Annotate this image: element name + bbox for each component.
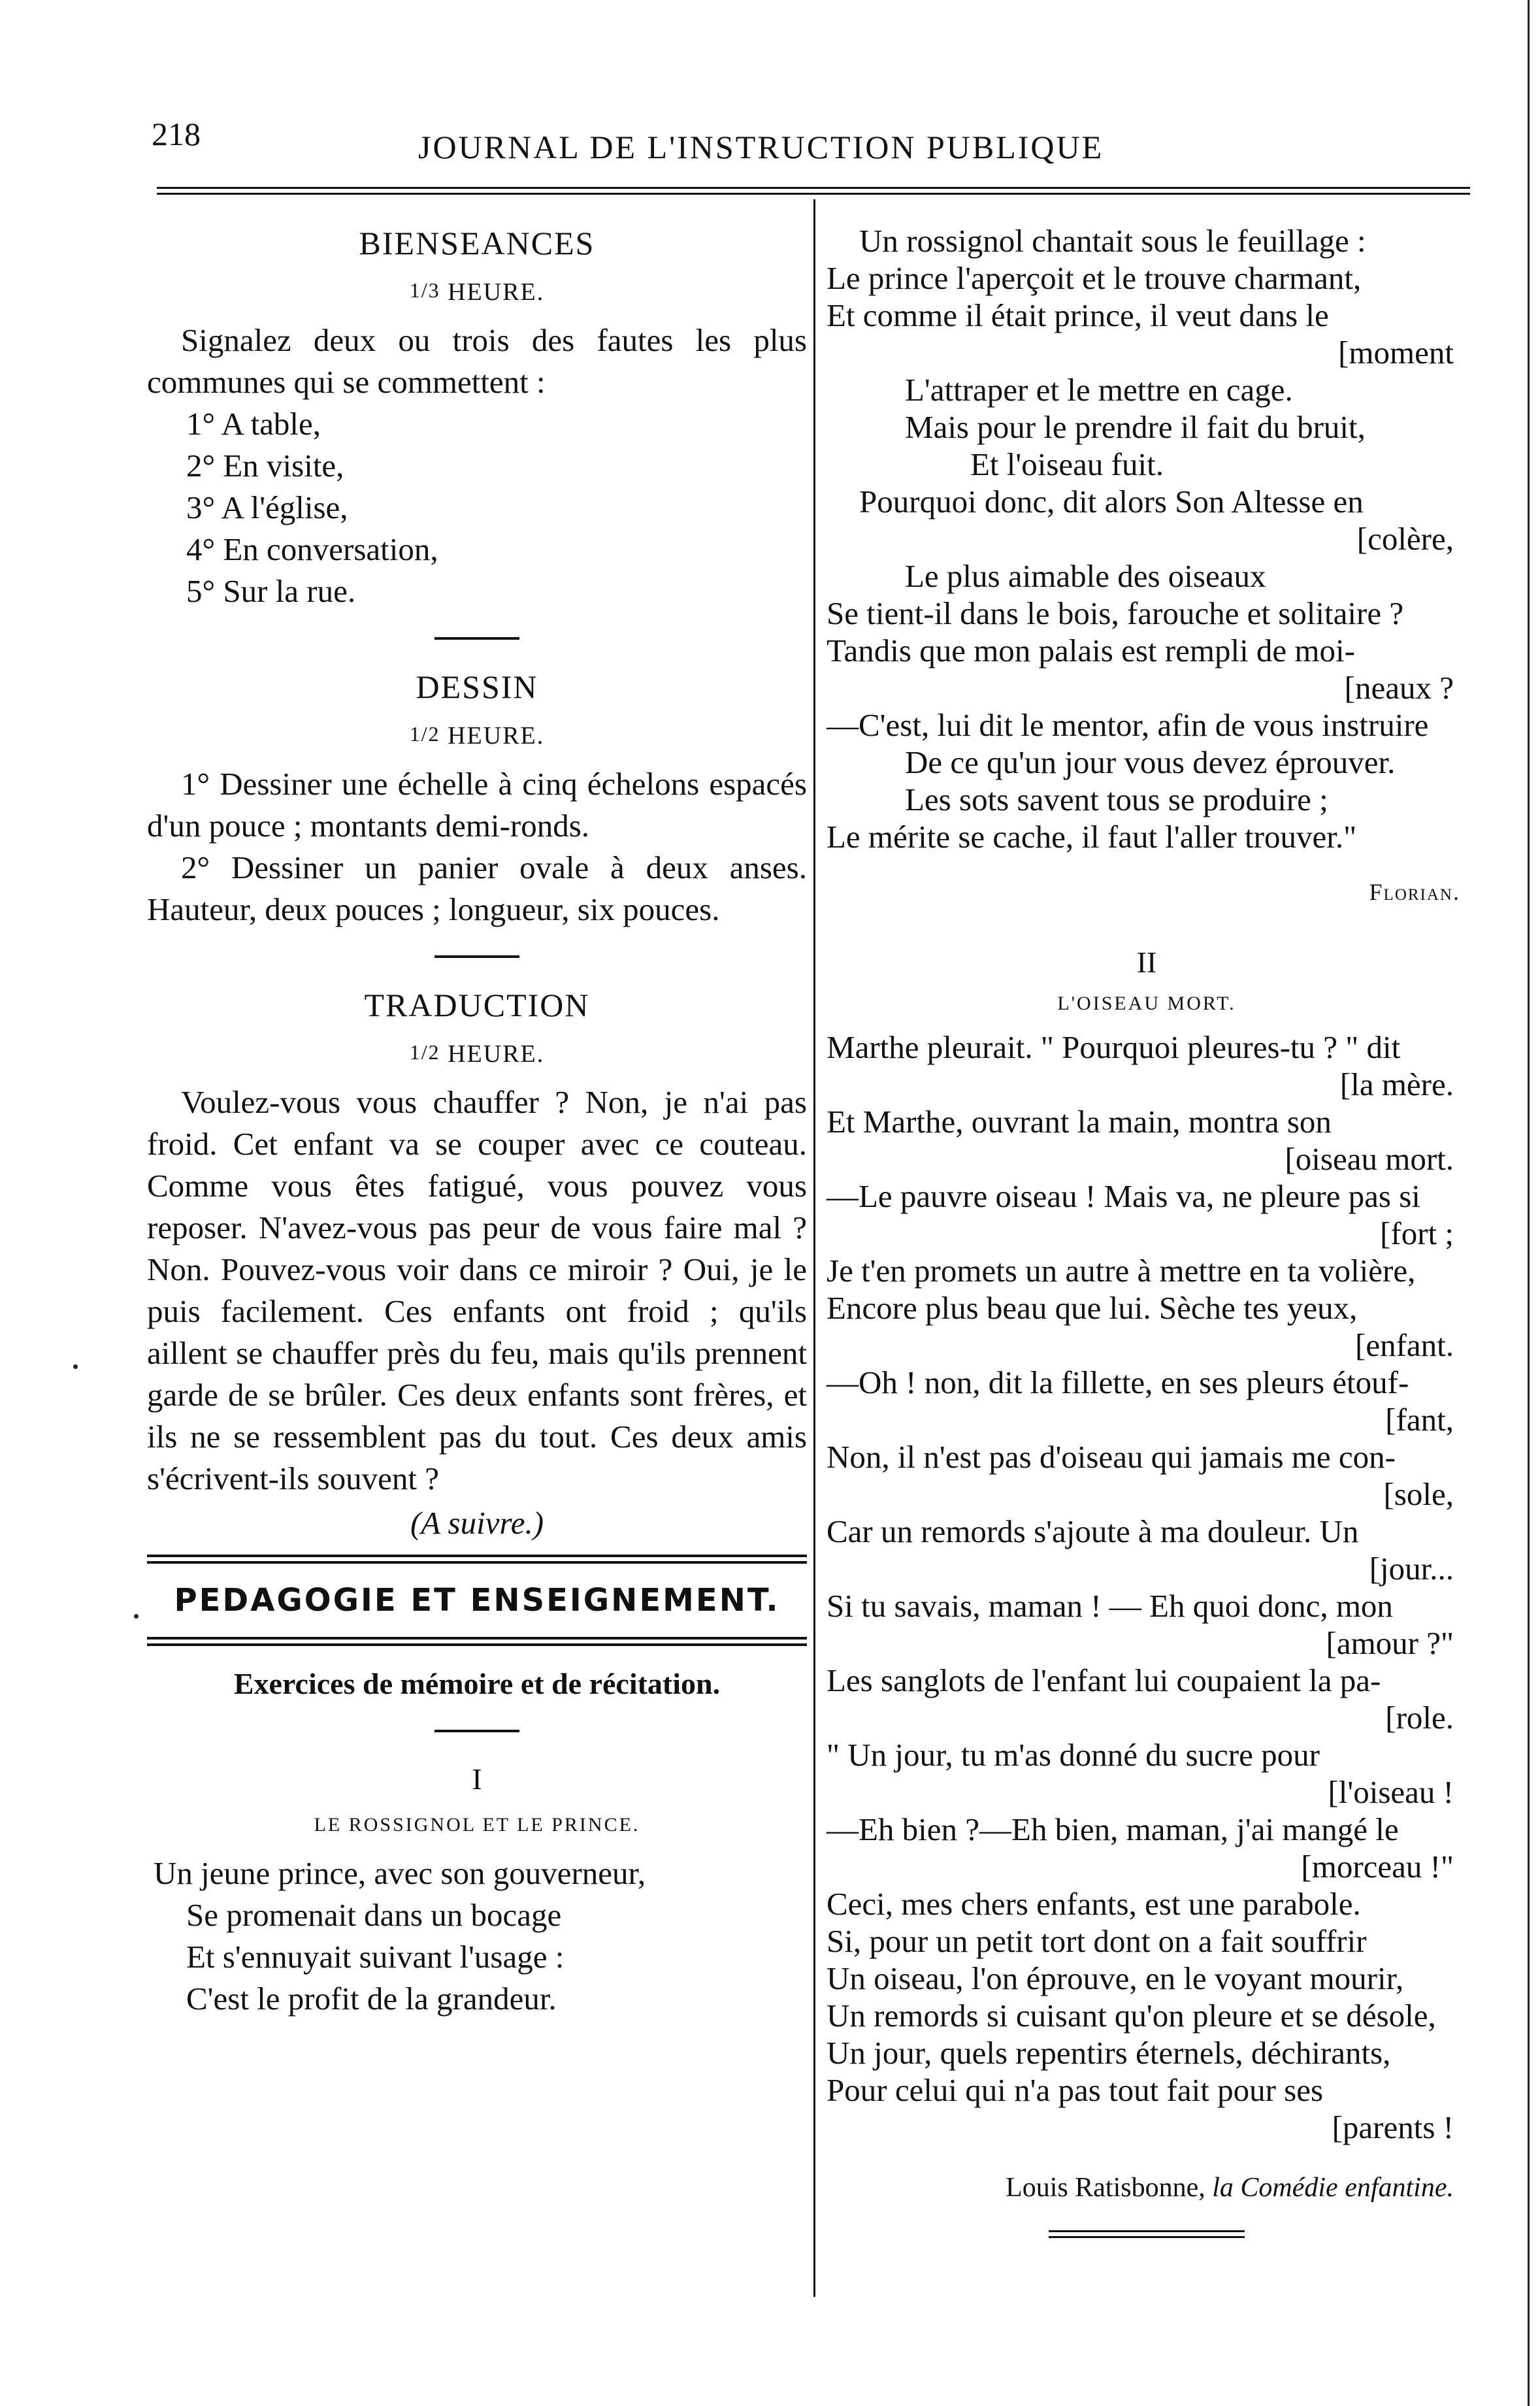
poem-line-continuation: [enfant.	[1355, 1327, 1454, 1363]
poem-line-continuation: [amour ?"	[1326, 1625, 1454, 1661]
poem-line-continuation: [fort ;	[1380, 1215, 1454, 1251]
poem-2-attribution	[820, 2169, 1454, 2207]
poem-line: Et Marthe, ouvrant la main, montra son	[827, 1104, 1332, 1140]
poem-line: —Oh ! non, dit la fillette, en ses pleurs étouf-	[827, 1364, 1409, 1400]
page-number: 218	[152, 116, 201, 152]
duration-fraction: 1/2	[409, 722, 440, 746]
poem-line: Un remords si cuisant qu'on pleure et se désole,	[827, 1998, 1436, 2034]
poem-line: Marthe pleurait. " Pourquoi pleures-tu ? " dit	[827, 1029, 1401, 1065]
section-title: TRADUCTION	[364, 987, 590, 1023]
poem-number: I	[472, 1762, 482, 1796]
section-traduction	[147, 984, 807, 1544]
poem-line: Les sanglots de l'enfant lui coupaient la pa-	[827, 1662, 1381, 1698]
poem-1-author: Florian.	[1369, 879, 1460, 905]
continuation-note: (A suivre.)	[410, 1505, 544, 1541]
poem-line-continuation: [fant,	[1385, 1402, 1454, 1438]
section-separator	[434, 637, 519, 640]
running-head: JOURNAL DE L'INSTRUCTION PUBLIQUE	[418, 129, 1104, 165]
poem-line-continuation: [jour...	[1369, 1551, 1454, 1587]
poem-line: Un jeune prince, avec son gouverneur,	[154, 1855, 646, 1891]
list-item: 4° En conversation,	[186, 531, 438, 567]
margin-dot	[134, 1614, 139, 1619]
poem-line: C'est le profit de la grandeur.	[186, 1981, 557, 2017]
right-column	[820, 222, 1473, 2238]
poem-line: Un jour, quels repentirs éternels, déchirants,	[827, 2035, 1391, 2071]
poem-line: Pour celui qui n'a pas tout fait pour ses	[827, 2072, 1324, 2108]
poem-line: Un rossignol chantait sous le feuillage :	[859, 223, 1366, 259]
duration-word: HEURE.	[448, 1040, 545, 1068]
poem-line: —Le pauvre oiseau ! Mais va, ne pleure pas si	[827, 1178, 1420, 1214]
duration-fraction: 1/2	[409, 1040, 440, 1064]
poem-line: Se promenait dans un bocage	[186, 1897, 562, 1933]
section-separator	[434, 1730, 519, 1732]
poem-line-continuation: [neaux ?	[1344, 670, 1454, 706]
poem-number: II	[1136, 946, 1157, 979]
margin-dot	[73, 1364, 78, 1369]
duration-word: HEURE.	[448, 278, 545, 306]
section-bienseances	[147, 222, 807, 612]
poem-title: LE ROSSIGNOL ET LE PRINCE.	[314, 1814, 640, 1836]
section-duration	[147, 713, 807, 757]
poem-line-continuation: [morceau !"	[1301, 1849, 1454, 1885]
poem-line: Le prince l'aperçoit et le trouve charmant,	[827, 260, 1362, 296]
poem-line: Car un remords s'ajoute à ma douleur. Un	[827, 1513, 1359, 1549]
poem-line-continuation: [l'oiseau !	[1328, 1774, 1454, 1810]
section-title: BIENSEANCES	[359, 225, 595, 261]
poem-1-continued	[820, 222, 1473, 855]
poem-line: Se tient-il dans le bois, farouche et solitaire ?	[827, 595, 1404, 631]
list-item: 1° A table,	[186, 406, 321, 442]
author-name: Louis Ratisbonne,	[1006, 2173, 1205, 2203]
column-divider	[813, 199, 815, 2297]
bienseances-list	[147, 403, 807, 612]
double-rule	[147, 1637, 807, 1646]
poem-line-continuation: [role.	[1385, 1700, 1454, 1736]
poem-line: Et s'ennuyait suivant l'usage :	[186, 1939, 565, 1975]
exercises-subheading: Exercices de mémoire et de récitation.	[233, 1667, 721, 1700]
poem-title: L'OISEAU MORT.	[1057, 993, 1236, 1014]
poem-line: Si, pour un petit tort dont on a fait souffrir	[827, 1923, 1367, 1959]
poem-2	[820, 1029, 1473, 2146]
poem-line: L'attraper et le mettre en cage.	[905, 372, 1293, 408]
section-duration	[147, 1031, 807, 1075]
poem-line: Ceci, mes chers enfants, est une parabole.	[827, 1886, 1361, 1922]
list-item: 3° A l'église,	[186, 489, 348, 525]
duration-word: HEURE.	[448, 722, 545, 750]
poem-line: Les sots savent tous se produire ;	[905, 782, 1328, 817]
dessin-exercise-2: 2° Dessiner un panier ovale à deux anses. Hauteur, deux pouces ; longueur, six pouces.	[147, 849, 807, 927]
source-work: la Comédie enfantine.	[1212, 2173, 1454, 2203]
bienseances-intro: Signalez deux ou trois des fautes les plus communes qui se commettent :	[147, 322, 807, 400]
page-edge-line	[1528, 0, 1530, 2406]
section-dessin	[147, 666, 807, 931]
header-rule	[157, 187, 1470, 195]
traduction-text: Voulez-vous vous chauffer ? Non, je n'ai pas froid. Cet enfant va se couper avec ce couteau. Comme vous êtes fatigué, vous pouvez vous reposer. N'avez-vous pas peur de vous faire mal ? Non. Pouvez-vous voir dans ce miroir ? Oui, je le puis facilement. Ces enfants ont froid ; qu'ils aillent se chauffer près du feu, mais qu'ils prennent garde de se brûler. Ces deux enfants sont frères, et ils ne se ressemblent pas du tout. Ces deux amis s'écrivent-ils souvent ?	[147, 1084, 807, 1496]
end-rule	[1049, 2230, 1245, 2238]
poem-line: Un oiseau, l'on éprouve, en le voyant mourir,	[827, 1960, 1404, 1996]
poem-line: —C'est, lui dit le mentor, afin de vous instruire	[827, 707, 1429, 743]
poem-line-continuation: [la mère.	[1339, 1066, 1454, 1102]
poem-line: De ce qu'un jour vous devez éprouver.	[905, 744, 1396, 780]
poem-line-continuation: [colère,	[1356, 521, 1454, 557]
list-item: 2° En visite,	[186, 448, 344, 484]
poem-line-continuation: [oiseau mort.	[1285, 1141, 1454, 1177]
poem-line: Je t'en promets un autre à mettre en ta volière,	[827, 1253, 1416, 1289]
pedagogie-heading: PEDAGOGIE ET ENSEIGNEMENT.	[174, 1582, 780, 1619]
poem-line: Si tu savais, maman ! — Eh quoi donc, mon	[827, 1588, 1393, 1624]
poem-line: Le plus aimable des oiseaux	[905, 558, 1266, 594]
poem-line: Et comme il était prince, il veut dans le	[827, 297, 1329, 333]
section-title: DESSIN	[416, 668, 538, 705]
poem-line: Mais pour le prendre il fait du bruit,	[905, 409, 1366, 445]
left-column	[147, 222, 807, 2020]
poem-line: Tandis que mon palais est rempli de moi-	[827, 633, 1355, 668]
poem-1-start	[147, 1853, 807, 2020]
poem-line: Pourquoi donc, dit alors Son Altesse en	[859, 484, 1364, 519]
poem-line-continuation: [moment	[1338, 335, 1454, 371]
dessin-exercise-1: 1° Dessiner une échelle à cinq échelons espacés d'un pouce ; montants demi-ronds.	[147, 766, 807, 844]
poem-line: " Un jour, tu m'as donné du sucre pour	[827, 1737, 1320, 1773]
poem-line: Le mérite se cache, il faut l'aller trouver."	[827, 819, 1357, 855]
poem-line: Non, il n'est pas d'oiseau qui jamais me con-	[827, 1439, 1396, 1475]
section-duration	[147, 269, 807, 313]
poem-line-continuation: [sole,	[1383, 1476, 1454, 1512]
poem-line: —Eh bien ?—Eh bien, maman, j'ai mangé le	[827, 1811, 1399, 1847]
list-item: 5° Sur la rue.	[186, 573, 356, 609]
poem-line: Et l'oiseau fuit.	[970, 446, 1164, 482]
duration-fraction: 1/3	[409, 278, 440, 302]
poem-line-continuation: [parents !	[1332, 2109, 1454, 2145]
double-rule	[147, 1555, 807, 1564]
section-separator	[434, 955, 519, 958]
poem-line: Encore plus beau que lui. Sèche tes yeux,	[827, 1290, 1358, 1326]
